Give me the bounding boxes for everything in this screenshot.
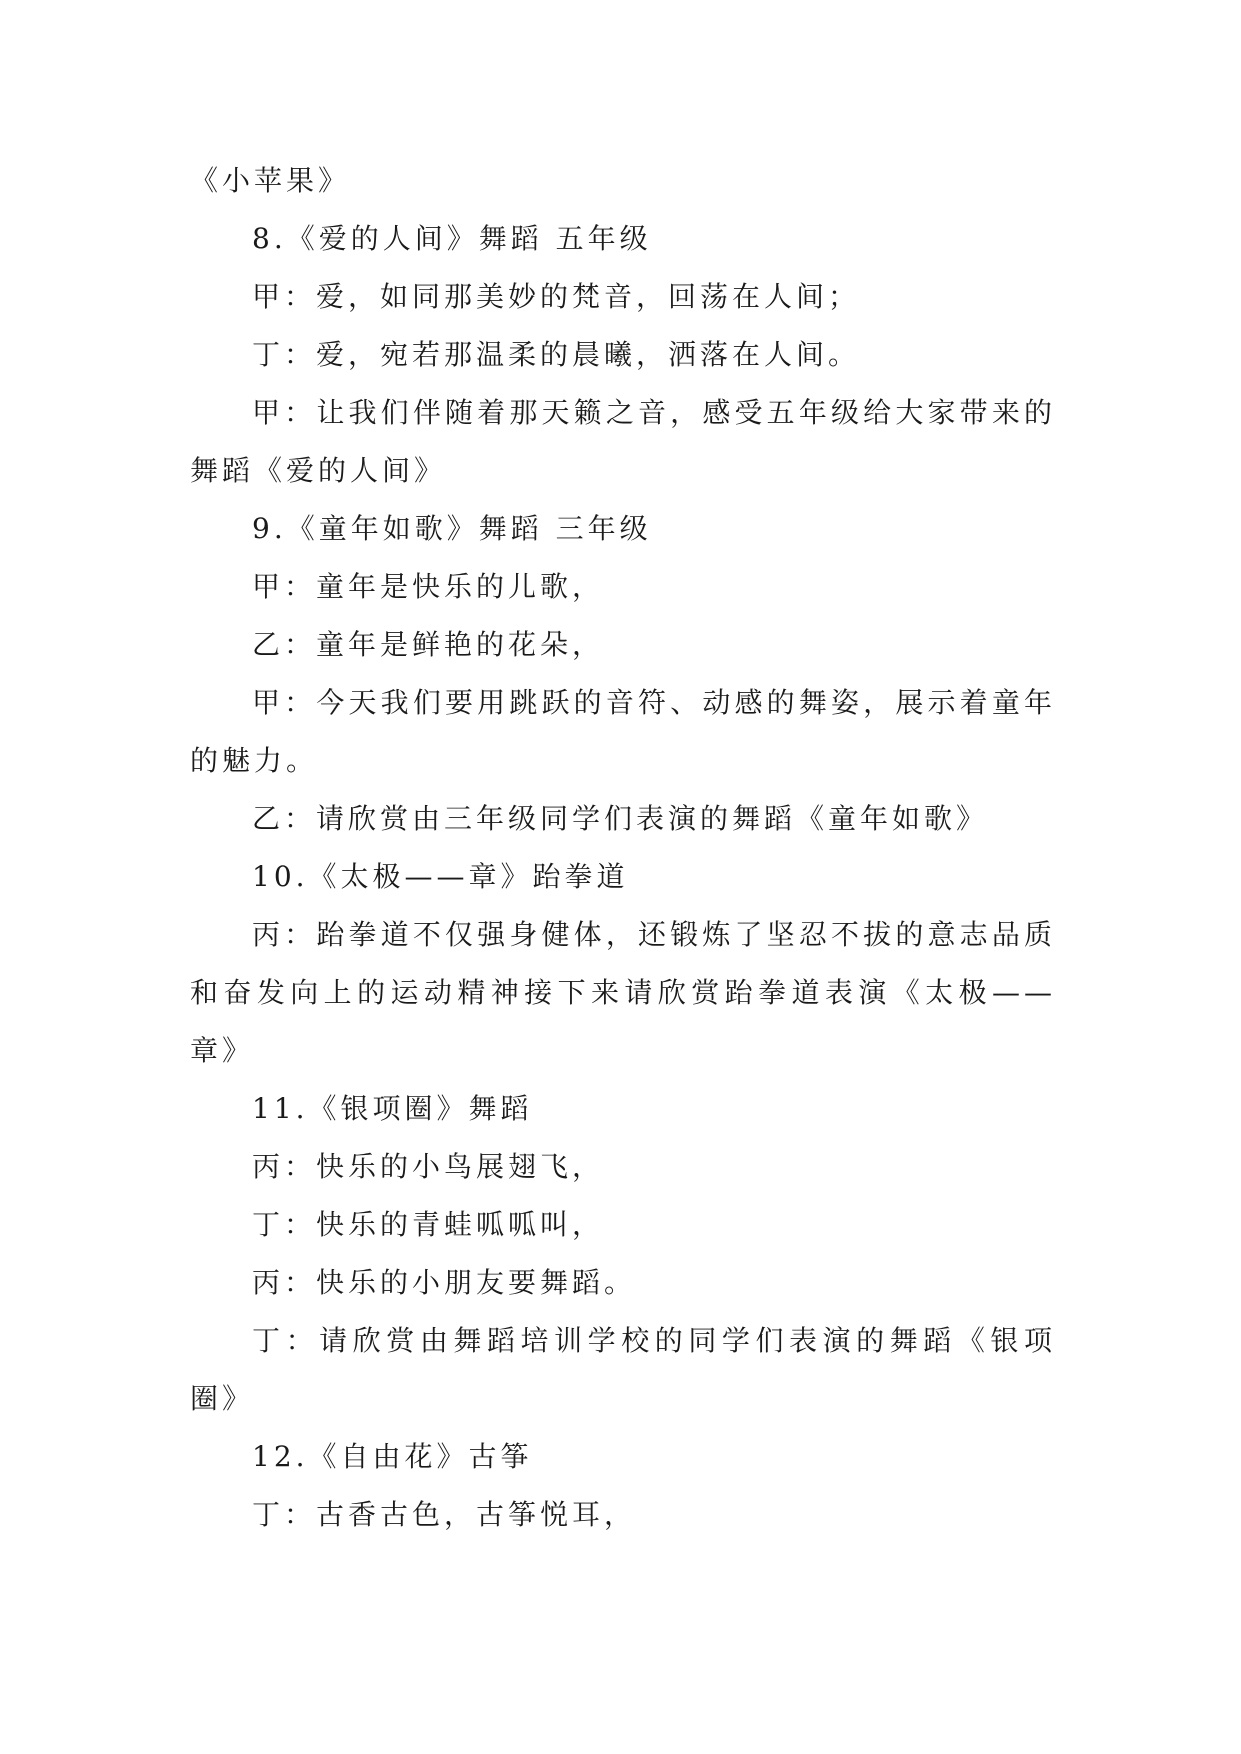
paragraph: 乙：请欣赏由三年级同学们表演的舞蹈《童年如歌》 (252, 802, 989, 835)
paragraph: 丁：古香古色，古筝悦耳， (252, 1498, 637, 1531)
paragraph: 丙：跆拳道不仅强身健体，还锻炼了坚忍不拔的意志品质和奋发向上的运动精神接下来请欣赏跆拳道表演《太极——章》 (190, 918, 1056, 1067)
paragraph: 乙：童年是鲜艳的花朵， (252, 628, 605, 661)
paragraph: 丁：请欣赏由舞蹈培训学校的同学们表演的舞蹈《银项圈》 (190, 1324, 1056, 1415)
paragraph: 丙：快乐的小朋友要舞蹈。 (252, 1266, 637, 1299)
paragraph: 甲：童年是快乐的儿歌， (252, 570, 605, 603)
program-heading: 9.《童年如歌》舞蹈 三年级 (252, 512, 652, 545)
program-heading: 11.《银项圈》舞蹈 (252, 1092, 533, 1125)
program-heading: 10.《太极——章》跆拳道 (252, 860, 629, 893)
program-heading: 8.《爱的人间》舞蹈 五年级 (252, 222, 652, 255)
paragraph: 甲：今天我们要用跳跃的音符、动感的舞姿，展示着童年的魅力。 (190, 686, 1056, 777)
paragraph: 甲：爱，如同那美妙的梵音，回荡在人间； (252, 280, 861, 313)
paragraph: 甲：让我们伴随着那天籁之音，感受五年级给大家带来的舞蹈《爱的人间》 (190, 396, 1056, 487)
paragraph: 丁：爱，宛若那温柔的晨曦，洒落在人间。 (252, 338, 861, 371)
paragraph: 丁：快乐的青蛙呱呱叫， (252, 1208, 605, 1241)
paragraph: 丙：快乐的小鸟展翅飞， (252, 1150, 605, 1183)
program-heading: 12.《自由花》古筝 (252, 1440, 533, 1473)
document-page (190, 152, 1056, 1544)
paragraph: 《小苹果》 (190, 164, 351, 197)
